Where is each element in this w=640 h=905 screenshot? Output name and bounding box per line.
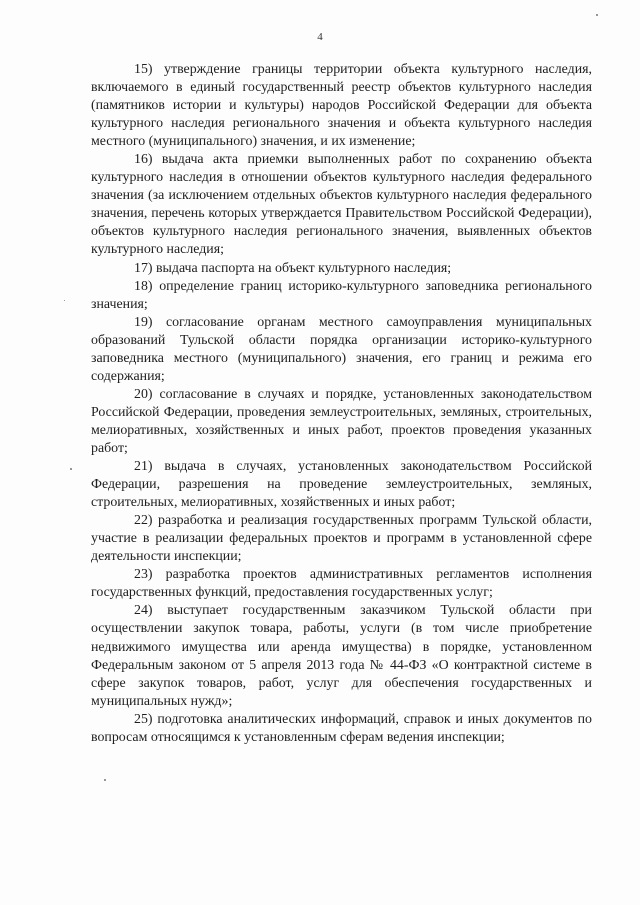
paragraph-23: 23) разработка проектов административных регламентов исполнения государственных функций, предоставления государственных услуг; [91,567,592,601]
paragraph-15: 15) утверждение границы территории объекта культурного наследия, включаемого в единый государственный реестр объектов культурного наследия (памятников истории и культуры) народов Российской Федерации для объекта культурного наследия регионального значения и объекта культурного наследия местного (муниципального) значения, и их изменение; [91,62,592,150]
scan-speck [104,779,106,781]
page-number: 4 [317,31,323,43]
paragraph-21: 21) выдача в случаях, установленных законодательством Российской Федерации, разрешения на проведение землеустроительных, земляных, строительных, мелиоративных, хозяйственных и иных работ; [91,459,592,511]
paragraph-20: 20) согласование в случаях и порядке, установленных законодательством Российской Федерации, проведения землеустроительных, земляных, строительных, мелиоративных, хозяйственных и иных работ, проектов проведения указанных работ; [91,386,592,456]
document-body [91,61,592,747]
paragraph-18: 18) определение границ историко-культурного заповедника регионального значения; [91,278,592,312]
paragraph-25: 25) подготовка аналитических информаций, справок и иных документов по вопросам относящимся к установленным сферам ведения инспекции; [91,711,592,745]
paragraph-16: 16) выдача акта приемки выполненных работ по сохранению объекта культурного наследия в отношении объектов культурного наследия федерального значения (за исключением отдельных объектов культурного наследия федерального значения, перечень которых утверждается Правительством Российской Федерации), объектов культурного наследия регионального значения, выявленных объектов культурного наследия; [91,152,592,258]
paragraph-17: 17) выдача паспорта на объект культурного наследия; [134,260,452,276]
scan-speck [596,14,598,16]
scan-speck [64,300,65,301]
paragraph-22: 22) разработка и реализация государственных программ Тульской области, участие в реализации федеральных проектов и программ в установленной сфере деятельности инспекции; [91,513,592,565]
scan-speck [70,468,72,470]
paragraph-24: 24) выступает государственным заказчиком Тульской области при осуществлении закупок товара, работы, услуги (в том числе приобретение недвижимого имущества или аренда имущества) в порядке, установленном Федеральным законом от 5 апреля 2013 года № 44-ФЗ «О контрактной системе в сфере закупок товаров, работ, услуг для обеспечения государственных и муниципальных нужд»; [91,603,592,709]
paragraph-19: 19) согласование органам местного самоуправления муниципальных образований Тульской области порядка организации историко-культурного заповедника местного (муниципального) значения, его границ и режима его содержания; [91,314,592,384]
